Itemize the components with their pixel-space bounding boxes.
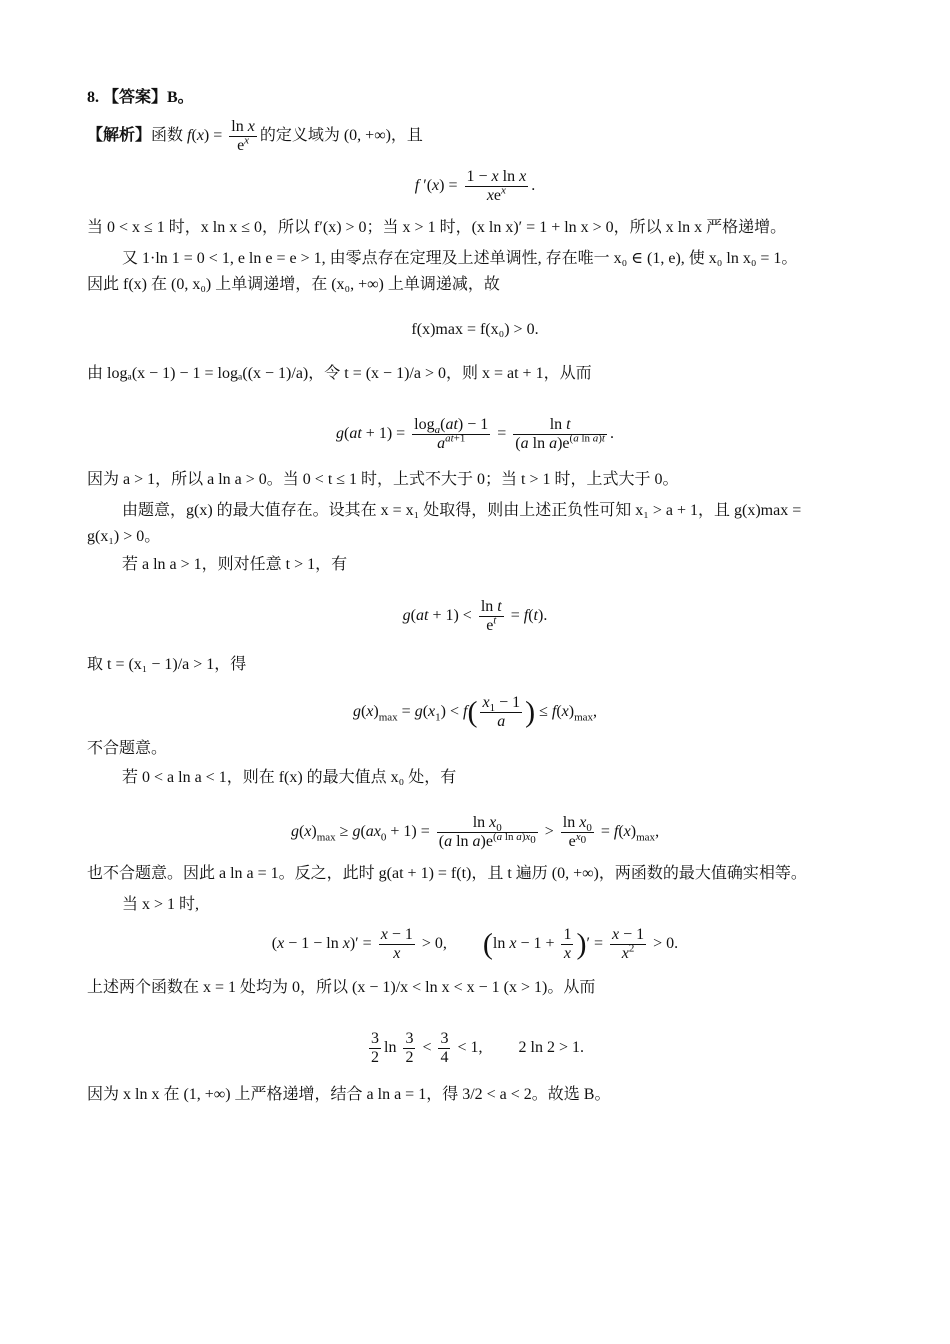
line-exist-1: 由题意，g(x) 的最大值存在。设其在 x = x₁ 处取得，则由上述正负性可知 x₁ > a + 1，且 g(x)max =: [122, 502, 802, 519]
line-zero: 又 1·ln 1 = 0 < 1, e ln e = e > 1, 由零点存在定理及上述单调性, 存在唯一 x₀ ∈ (1, e), 使 x₀ ln x₀ = 1。: [122, 250, 798, 267]
line-conclude: 也不合题意。因此 a ln a = 1。反之，此时 g(at + 1) = f(t)，且 t 遍历 (0, +∞)，两函数的最大值确实相等。: [87, 865, 807, 882]
eq-g-at: g(at + 1) = $\frac{\log_a(at) - 1}{a^{at+1}}$ = $\frac{\text{ln t}}{(a \ln a)e^{(a ln a)t}}$ .: [336, 416, 614, 452]
analysis-tail: 的定义域为 (0, +∞)，且: [259, 127, 423, 145]
line-substitute: 由 logₐ(x − 1) − 1 = logₐ((x − 1)/a)，令 t = (x − 1)/a > 0，则 x = at + 1，从而: [87, 365, 592, 382]
line-both: 上述两个函数在 x = 1 处均为 0，所以 (x − 1)/x < ln x < x − 1 (x > 1)。从而: [87, 979, 596, 996]
eq-estimates: $\frac{3}{2}$ ln $\frac{3}{2}$ < $\frac{3}{4}$ < 1, 2 ln 2 > 1.: [371, 1030, 584, 1066]
line-therefore: 因此 f(x) 在 (0, x₀) 上单调递增，在 (x₀, +∞) 上单调递减，故: [87, 276, 500, 293]
analysis-intro: 【解析】函数 f(x) = $\frac{\text{ln x}}{e^x}$ 的定义域为 (0, +∞)，且: [87, 118, 423, 154]
line-take: 取 t = (x₁ − 1)/a > 1，得: [87, 656, 247, 673]
analysis-label: 【解析】: [87, 127, 152, 145]
answer-line: 8. 【答案】B。: [87, 89, 194, 106]
line-when: 当 x > 1 时,: [122, 896, 200, 913]
eq-case2: $g(x)_{max} \ge g(ax_0 + 1)$ = $\frac{\ln x_0}{(a \ln a)e^{(a ln a)x_0}}$ > $\frac{\ln x_0}{e^{x_0}}$ = $f(x)_{max}$,: [290, 814, 660, 850]
eq-case1: g(at + 1) < $\frac{\text{ln t}}{e^t}$ = f(t).: [402, 598, 548, 634]
line-case1: 若 a ln a > 1，则对任意 t > 1，有: [122, 556, 348, 573]
line-case2: 若 0 < a ln a < 1，则在 f(x) 的最大值点 x₀ 处，有: [122, 769, 457, 786]
eq-derivatives: (x − 1 − ln x)′ = $\frac{x - 1}{x}$ > 0, (ln x − 1 + $\frac{1}{x}$ )′ = $\frac{x - 1}{x^2}$ > 0.: [271, 926, 679, 962]
analysis-lead: 函数: [151, 127, 184, 145]
line-monotone: 当 0 < x ≤ 1 时，x ln x ≤ 0，所以 f′(x) > 0；当 x > 1 时，(x ln x)′ = 1 + ln x > 0，所以 x ln x 严格递增。: [87, 219, 787, 236]
eq-derivative: f ′(x) = $\frac{\text{1 − x ln x}}{xe^x}$ .: [414, 168, 536, 204]
line-sign: 因为 a > 1，所以 a ln a > 0。当 0 < t ≤ 1 时，上式不大于 0；当 t > 1 时，上式大于 0。: [87, 471, 679, 488]
eq-gmax: $g(x)_{max} = g(x_1) < f$( $\frac{x_1 - 1}{a}$ ) ≤ $f(x)_{max}$,: [352, 694, 598, 730]
line-contra1: 不合题意。: [87, 740, 168, 757]
line-final: 因为 x ln x 在 (1, +∞) 上严格递增，结合 a ln a = 1，得 3/2 < a < 2。故选 B。: [87, 1086, 611, 1103]
eq-fmax: f(x)max = f(x₀) > 0.: [411, 321, 539, 338]
line-exist-2: g(x₁) > 0。: [87, 528, 161, 545]
